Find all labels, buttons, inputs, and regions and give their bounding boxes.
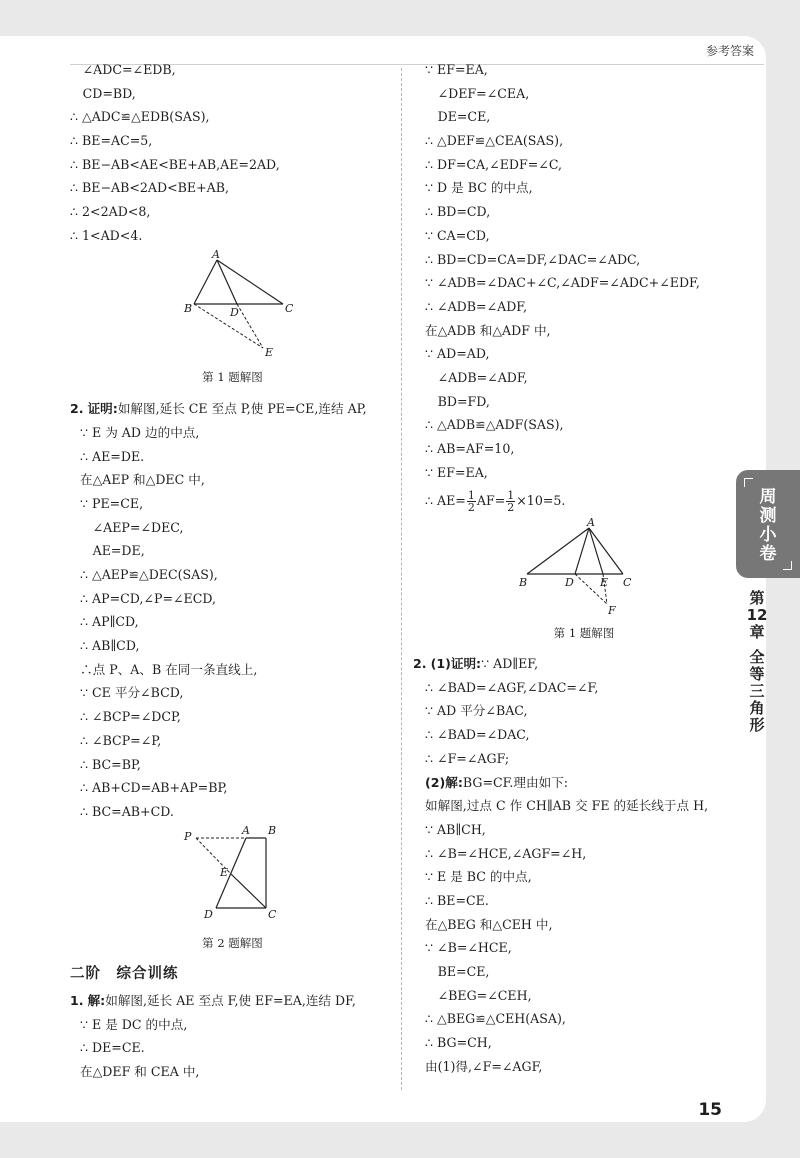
side-chapter-char: 等	[749, 665, 765, 683]
header-label: 参考答案	[705, 44, 754, 58]
part-1-head: (1)证明:	[430, 656, 482, 672]
fig1-label-e: E	[264, 345, 273, 359]
side-chapter-char: 全	[749, 648, 765, 666]
side-tab-char: 卷	[759, 544, 777, 564]
side-tab-char: 测	[759, 506, 777, 526]
figure-3-caption: 第 1 题解图	[553, 626, 615, 641]
left-proof-line: ∴ △ADC≌△EDB(SAS),	[70, 109, 210, 125]
section-q1-line: ∵ E 是 DC 的中点,	[80, 1016, 188, 1032]
question-2-line: ∵ CE 平分∠BCD,	[80, 685, 184, 701]
part-1-line: ∴ ∠BAD=∠AGF,∠DAC=∠F,	[425, 679, 599, 695]
right-proof-line: ∴ △DEF≌△CEA(SAS),	[425, 133, 564, 149]
fraction-suffix: ×10=5.	[516, 493, 566, 509]
fraction-2-num: 1	[507, 489, 515, 503]
section-q1-proof	[70, 1013, 395, 1084]
right-proof-line: ∴ BD=CD=CA=DF,∠DAC=∠ADC,	[425, 251, 641, 267]
side-tab-weekly-test[interactable]	[736, 470, 800, 578]
question-2-line: ∴ ∠BCP=∠DCP,	[80, 709, 181, 725]
side-tab-label	[736, 488, 800, 564]
fraction-mid: AF=	[476, 493, 506, 509]
question-2-line: ∠AEP=∠DEC,	[80, 519, 184, 535]
triangle-figure-3	[519, 518, 649, 618]
part-2-line: 如解图,过点 C 作 CH∥AB 交 FE 的延长线于点 H,	[425, 798, 709, 814]
right-proof-line: ∴ AB=AF=10,	[425, 441, 515, 456]
side-chapter-char: 三	[749, 682, 765, 700]
question-2-first: 如解图,延长 CE 至点 P,使 PE=CE,连结 AP,	[117, 401, 367, 417]
right-proof-line: ∵ AD=AD,	[425, 346, 490, 362]
right-proof-line: ∴ △ADB≌△ADF(SAS),	[425, 417, 564, 433]
question-2-number: 2.	[70, 401, 84, 417]
part-2-line: ∴ △BEG≌△CEH(ASA),	[425, 1011, 566, 1027]
fig2-label-a: A	[241, 823, 250, 837]
trapezoid-figure-2	[178, 824, 288, 928]
left-proof-line: ∴ BE−AB<AE<BE+AB,AE=2AD,	[70, 156, 280, 172]
part-2-line: ∵ AB∥CH,	[425, 821, 486, 837]
side-tab-char: 周	[759, 487, 777, 507]
right-proof-line: ∵ ∠ADB=∠DAC+∠C,∠ADF=∠ADC+∠EDF,	[425, 275, 700, 291]
right-proof-line: ∴ BD=CD,	[425, 204, 491, 220]
left-proof-line: ∴ 1<AD<4.	[70, 227, 143, 243]
fraction-1-den: 2	[467, 501, 475, 515]
part-1-line: ∵ AD 平分∠BAC,	[425, 703, 528, 719]
section-q1-number: 1.	[70, 992, 84, 1008]
fig2-label-e: E	[219, 865, 228, 879]
column-divider	[401, 68, 402, 1090]
side-chapter-char: 形	[749, 716, 765, 734]
right-proof-line: ∵ D 是 BC 的中点,	[425, 180, 533, 196]
question-2-line: ∵ E 为 AD 边的中点,	[80, 424, 200, 440]
side-tab-char: 小	[759, 525, 777, 545]
right-proof-line: ∵ EF=EA,	[425, 464, 488, 480]
fig3-label-a: A	[587, 518, 595, 530]
left-proof-line: ∴ BE=AC=5,	[70, 133, 153, 149]
right-proof-line: BD=FD,	[425, 393, 490, 409]
fig2-label-d: D	[203, 907, 213, 921]
right-question-2-first-line	[413, 652, 743, 676]
section-q1-head: 解:	[87, 992, 106, 1008]
question-2-first-line	[70, 397, 395, 421]
triangle-figure-1	[173, 248, 293, 362]
part-2-head: (2)解:	[425, 774, 463, 790]
fig3-label-d: D	[565, 576, 574, 590]
left-proof-line: ∴ BE−AB<2AD<BE+AB,	[70, 180, 230, 196]
question-2-line: ∴ AE=DE.	[80, 448, 145, 464]
part-2-first: BG=CF.理由如下:	[462, 774, 569, 790]
right-proof-block	[425, 58, 743, 484]
right-proof-line: DE=CE,	[425, 109, 491, 125]
side-chapter-label	[742, 590, 772, 734]
figure-1-left	[70, 248, 395, 366]
part-1-first: ∵ AD∥EF,	[481, 656, 539, 672]
left-proof-line: CD=BD,	[70, 85, 136, 101]
fraction-1	[467, 490, 476, 513]
right-proof-line: ∵ CA=CD,	[425, 227, 490, 243]
left-proof-line: ∴ 2<2AD<8,	[70, 204, 151, 220]
question-2-line: AE=DE,	[80, 543, 145, 559]
section-q1-first: 如解图,延长 AE 至点 F,使 EF=EA,连结 DF,	[105, 992, 356, 1008]
right-proof-line: ∠ADB=∠ADF,	[425, 369, 528, 385]
question-2-line: ∴ BC=AB+CD.	[80, 803, 174, 819]
left-column	[70, 58, 395, 1084]
tab-bracket-bottom	[783, 561, 792, 570]
question-2-line: ∴ AP=CD,∠P=∠ECD,	[80, 590, 217, 606]
fig2-label-p: P	[183, 829, 191, 843]
figure-2-caption: 第 2 题解图	[202, 935, 263, 950]
right-proof-line: ∵ EF=EA,	[425, 62, 488, 77]
fig3-label-c: C	[623, 576, 632, 590]
part-2-line: ∵ ∠B=∠HCE,	[425, 940, 512, 956]
fig1-label-b: B	[183, 301, 192, 315]
question-2-head: 证明:	[87, 401, 118, 417]
section-q1-first-line	[70, 989, 395, 1013]
fig3-label-b: B	[519, 576, 528, 590]
part-2-line: 由(1)得,∠F=∠AGF,	[425, 1058, 543, 1074]
question-2-line: 在△AEP 和△DEC 中,	[80, 472, 205, 488]
left-proof-block	[70, 58, 395, 248]
question-2-line: ∴ AB∥CD,	[80, 638, 140, 654]
side-chapter-char: 角	[749, 699, 765, 717]
section-q1-line: ∴ DE=CE.	[80, 1040, 145, 1056]
side-chapter-char: 章	[749, 623, 765, 641]
fig2-label-c: C	[267, 907, 276, 921]
fraction-prefix: ∴ AE=	[425, 493, 466, 509]
fig1-label-c: C	[284, 301, 293, 315]
question-2-line: ∴ △AEP≌△DEC(SAS),	[80, 567, 218, 583]
question-2-line: ∴ AB+CD=AB+AP=BP,	[80, 780, 228, 796]
part-1-line: ∴ ∠BAD=∠DAC,	[425, 727, 530, 743]
question-2-line: ∴ AP∥CD,	[80, 614, 139, 630]
right-proof-line: ∴ ∠ADB=∠ADF,	[425, 298, 528, 314]
part-2-line: ∠BEG=∠CEH,	[425, 987, 532, 1003]
part-2-line: ∵ E 是 BC 的中点,	[425, 869, 532, 885]
right-column	[413, 58, 743, 1078]
question-2-line: ∴点 P、A、B 在同一条直线上,	[80, 661, 258, 677]
figure-1-caption: 第 1 题解图	[202, 369, 263, 384]
tab-bracket-top	[744, 478, 753, 487]
question-2-proof	[70, 421, 395, 824]
fraction-line	[425, 484, 743, 518]
fig1-label-a: A	[211, 247, 220, 261]
question-2-line: ∴ ∠BCP=∠P,	[80, 732, 162, 748]
side-chapter-char: 12	[746, 606, 768, 624]
section-title: 二阶 综合训练	[70, 966, 179, 983]
right-proof-line: ∴ DF=CA,∠EDF=∠C,	[425, 156, 563, 172]
right-proof-line: ∠DEF=∠CEA,	[425, 85, 530, 101]
side-chapter-char: 第	[749, 589, 765, 607]
fig2-label-b: B	[267, 823, 276, 837]
fig3-label-f: F	[608, 604, 616, 618]
right-question-2-number: 2.	[413, 656, 427, 672]
figure-2	[70, 824, 395, 932]
section-q1-line: 在△DEF 和 CEA 中,	[80, 1064, 200, 1080]
part-2-first-line	[425, 771, 743, 795]
fig1-label-d: D	[229, 305, 239, 319]
right-proof-line: 在△ADB 和△ADF 中,	[425, 322, 551, 338]
page-number: 15	[698, 1100, 722, 1120]
part-2-line: 在△BEG 和△CEH 中,	[425, 916, 553, 932]
fraction-2-den: 2	[507, 501, 515, 515]
part-2-line: ∴ ∠B=∠HCE,∠AGF=∠H,	[425, 845, 587, 861]
part-2-line: ∴ BG=CH,	[425, 1035, 492, 1051]
fig3-label-e: E	[600, 576, 609, 590]
part-1-line: ∴ ∠F=∠AGF;	[425, 750, 510, 766]
fraction-2	[506, 490, 515, 513]
question-2-line: ∴ BC=BP,	[80, 756, 141, 772]
left-proof-line: ∠ADC=∠EDB,	[70, 62, 176, 77]
part-2-line: ∴ BE=CE.	[425, 892, 489, 908]
question-2-line: ∵ PE=CE,	[80, 495, 144, 511]
figure-3	[425, 518, 743, 622]
part-2-proof	[425, 794, 743, 1078]
part-2-line: BE=CE,	[425, 964, 490, 980]
part-1-proof	[425, 676, 743, 771]
fraction-1-num: 1	[467, 489, 475, 503]
